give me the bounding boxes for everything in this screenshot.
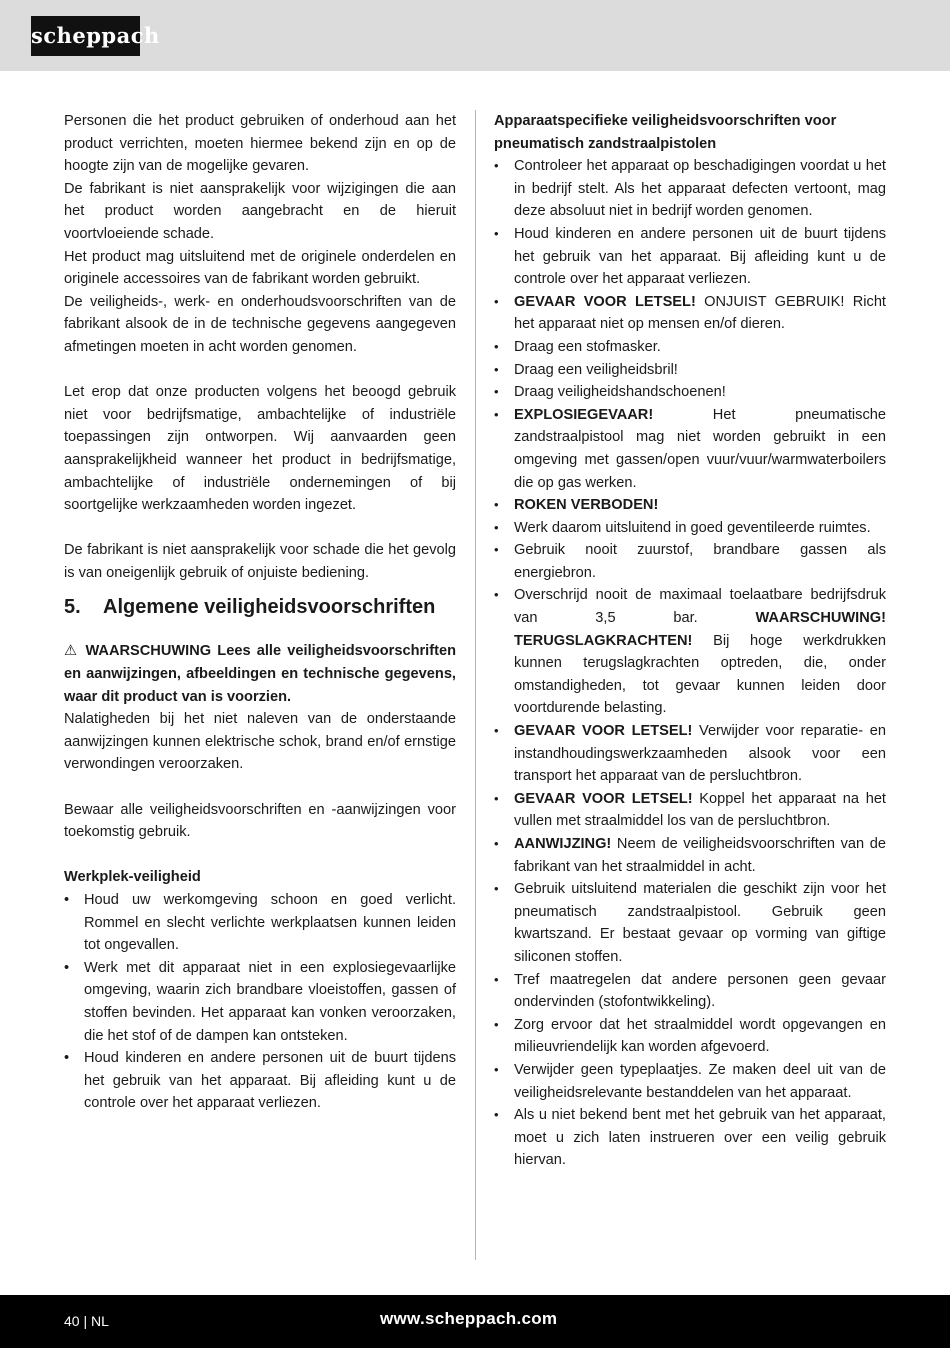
bullet-icon: • xyxy=(64,959,70,976)
scheppach-logo: scheppach xyxy=(31,16,140,56)
list-item xyxy=(494,291,886,336)
warning-label: GEVAAR VOOR LETSEL! xyxy=(514,293,696,310)
bullet-icon: • xyxy=(64,1050,70,1067)
bullet-icon: • xyxy=(64,892,70,908)
list-item xyxy=(494,155,886,223)
warning-label: AANWIJZING! xyxy=(514,836,612,852)
left-column xyxy=(64,110,456,1115)
list-item xyxy=(494,720,886,788)
intro-paragraph: Het product mag uitsluitend met de originele onderdelen en originele accessoires van de fabrikant worden gebruikt. xyxy=(64,248,456,288)
item-text: Het pneumatische zandstraalpistool mag niet worden gebruikt in een omgeving met gassen/open vuur/vuur/warmwaterboilers die op gas werken. xyxy=(514,406,886,491)
list-item xyxy=(494,336,886,359)
list-item xyxy=(494,833,886,878)
list-item xyxy=(494,539,886,584)
bullet-icon: • xyxy=(494,723,499,739)
bullet-icon: • xyxy=(494,384,499,400)
list-item xyxy=(494,381,886,404)
device-safety-list xyxy=(494,155,886,1172)
list-item xyxy=(494,1014,886,1059)
item-text: Bij hoge werkdrukken kunnen terugslagkrachten optreden, die, onder omstandigheden, tot gevaar kunnen leiden door voortdurende belasting. xyxy=(514,632,886,717)
workplace-heading: Werkplek-veiligheid xyxy=(64,869,201,886)
bullet-icon: • xyxy=(494,158,499,174)
page-number: 40 | NL xyxy=(64,1313,109,1329)
bullet-icon: • xyxy=(494,836,499,851)
list-item xyxy=(494,359,886,382)
section-title: Algemene veiligheidsvoorschriften xyxy=(103,596,436,619)
bullet-icon: • xyxy=(494,361,499,377)
warning-label: EXPLOSIEGEVAAR! xyxy=(514,406,654,423)
bullet-icon: • xyxy=(494,406,499,422)
list-item xyxy=(494,1104,886,1172)
bullet-icon: • xyxy=(494,790,499,806)
item-text: Neem de veiligheidsvoorschriften van de fabrikant van het straalmiddel in acht. xyxy=(514,836,886,875)
item-text: ONJUIST GEBRUIK! Richt het apparaat niet op mensen en/of dieren. xyxy=(514,293,886,333)
bullet-icon: • xyxy=(494,338,499,354)
section-number: 5. xyxy=(64,596,81,619)
list-item: • Houd uw werkomgeving schoon en goed verlicht. Rommel en slecht verlichte werkplaatsen kunnen leiden tot ongevallen. xyxy=(64,889,456,957)
item-text: Gebruik nooit zuurstof, brandbare gassen als energiebron. xyxy=(514,542,886,581)
intro-paragraph: Personen die het product gebruiken of onderhoud aan het product verrichten, moeten hiermee bekend zijn en op de hoogte zijn van de mogelijke gevaren. xyxy=(64,113,456,175)
item-text: Overschrijd nooit de maximaal toelaatbare bedrijfsdruk van 3,5 bar. xyxy=(514,587,886,627)
device-safety-heading: Apparaatspecifieke veiligheidsvoorschriften voor pneumatisch zandstraalpistolen xyxy=(494,113,837,152)
item-text: Gebruik uitsluitend materialen die geschikt zijn voor het pneumatisch zandstraalpistool. Gebruik geen kwartszand. Er bestaat gevaar op vorming van giftige siliconen stoffen. xyxy=(514,881,886,965)
item-text: Controleer het apparaat op beschadigingen voordat u het in bedrijf stelt. Als het apparaat defecten vertoont, mag deze absoluut niet in bedrijf worden genomen. xyxy=(514,158,886,220)
page-footer xyxy=(0,1295,950,1348)
list-item: • Houd kinderen en andere personen uit de buurt tijdens het gebruik van het apparaat. Bij afleiding kunt u de controle over het apparaat verliezen. xyxy=(64,1047,456,1115)
list-item xyxy=(494,1059,886,1104)
section-heading xyxy=(64,594,456,620)
bullet-icon: • xyxy=(494,542,499,558)
keep-instructions-text: Bewaar alle veiligheidsvoorschriften en -aanwijzingen voor toekomstig gebruik. xyxy=(64,801,456,841)
list-item xyxy=(494,494,886,517)
list-item: • Werk met dit apparaat niet in een explosiegevaarlijke omgeving, waarin zich brandbare vloeistoffen, gassen of stoffen bevinden. Het apparaat kan vonken veroorzaken, die het stof of de dampen kan ontsteken. xyxy=(64,957,456,1047)
bullet-icon: • xyxy=(494,1016,499,1032)
item-text: Draag een stofmasker. xyxy=(514,338,661,355)
warning-bold-text xyxy=(64,640,456,708)
warning-label: WAARSCHUWING! TERUGSLAGKRACHTEN! xyxy=(514,610,886,649)
item-text: Tref maatregelen dat andere personen geen gevaar ondervinden (stofontwikkeling). xyxy=(514,971,886,1011)
item-text: Draag veiligheidshandschoenen! xyxy=(514,384,726,401)
warning-triangle-icon: ⚠ xyxy=(64,643,80,660)
item-text: Draag een veiligheidsbril! xyxy=(514,361,678,378)
item-text: Koppel het apparaat na het vullen met straalmiddel los van de persluchtbron. xyxy=(514,790,886,830)
website-link[interactable]: www.scheppach.com xyxy=(380,1309,558,1328)
item-text: Als u niet bekend bent met het gebruik van het apparaat, moet u zich laten instrueren over een veilig gebruik hiervan. xyxy=(514,1107,886,1169)
warning-heading: WAARSCHUWING Lees alle veiligheidsvoorschriften en aanwijzingen, afbeeldingen en technische gegevens, waar dit product van is voorzien. xyxy=(64,643,456,705)
warning-label: GEVAAR VOOR LETSEL! xyxy=(514,723,693,740)
warning-label: GEVAAR VOOR LETSEL! xyxy=(514,790,693,807)
item-text: Verwijder geen typeplaatjes. Ze maken deel uit van de veiligheidsrelevante bestanddelen van het apparaat. xyxy=(514,1061,886,1101)
right-column xyxy=(494,110,886,1172)
intended-use-paragraph: Let erop dat onze producten volgens het beoogd gebruik niet voor bedrijfsmatige, ambachtelijke of industriële toepassingen zijn ontworpen. Wij aanvaarden geen aansprakelijkheid wanneer het product in bedrijfsmatige, ambachtelijke of industriële ondernemingen of bij soortgelijke werkzaamheden worden ingezet. xyxy=(64,384,456,514)
bullet-icon: • xyxy=(494,971,499,987)
bullet-icon: • xyxy=(494,587,499,603)
item-text: Werk daarom uitsluitend in goed geventileerde ruimtes. xyxy=(514,519,871,536)
list-item xyxy=(494,404,886,494)
intro-paragraph: De fabrikant is niet aansprakelijk voor wijzigingen die aan het product worden aangebracht en de hieruit voortvloeiende schade. xyxy=(64,180,456,242)
warning-text: Nalatigheden bij het niet naleven van de onderstaande aanwijzingen kunnen elektrische schok, brand en/of ernstige verwondingen veroorzaken. xyxy=(64,711,456,773)
bullet-icon: • xyxy=(494,1061,499,1077)
item-text: Zorg ervoor dat het straalmiddel wordt opgevangen en milieuvriendelijk kan worden afgevoerd. xyxy=(514,1016,886,1056)
list-item xyxy=(494,969,886,1014)
bullet-icon: • xyxy=(494,497,499,513)
workplace-list xyxy=(64,889,456,1115)
list-item xyxy=(494,584,886,720)
list-item xyxy=(494,517,886,540)
liability-paragraph: De fabrikant is niet aansprakelijk voor schade die het gevolg is van oneigenlijk gebruik of onjuiste bediening. xyxy=(64,542,456,581)
list-item xyxy=(494,878,886,968)
bullet-icon: • xyxy=(494,293,499,309)
item-text: Verwijder voor reparatie- en instandhoudingswerkzaamheden alsook voor een transport het apparaat van de persluchtbron. xyxy=(514,723,886,785)
bullet-icon: • xyxy=(494,519,499,535)
column-divider xyxy=(475,110,476,1260)
bullet-icon: • xyxy=(494,881,499,897)
bullet-icon: • xyxy=(494,1107,499,1123)
page-header xyxy=(0,0,950,71)
list-item xyxy=(494,788,886,833)
item-text: Houd kinderen en andere personen uit de buurt tijdens het gebruik van het apparaat. Bij afleiding kunt u de controle over het apparaat verliezen. xyxy=(514,225,886,288)
intro-paragraph: De veiligheids-, werk- en onderhoudsvoorschriften van de fabrikant alsook de in de technische gegevens aangegeven afmetingen moeten in acht worden genomen. xyxy=(64,293,456,355)
list-item xyxy=(494,223,886,291)
bullet-icon: • xyxy=(494,225,499,241)
warning-label: ROKEN VERBODEN! xyxy=(514,497,659,514)
